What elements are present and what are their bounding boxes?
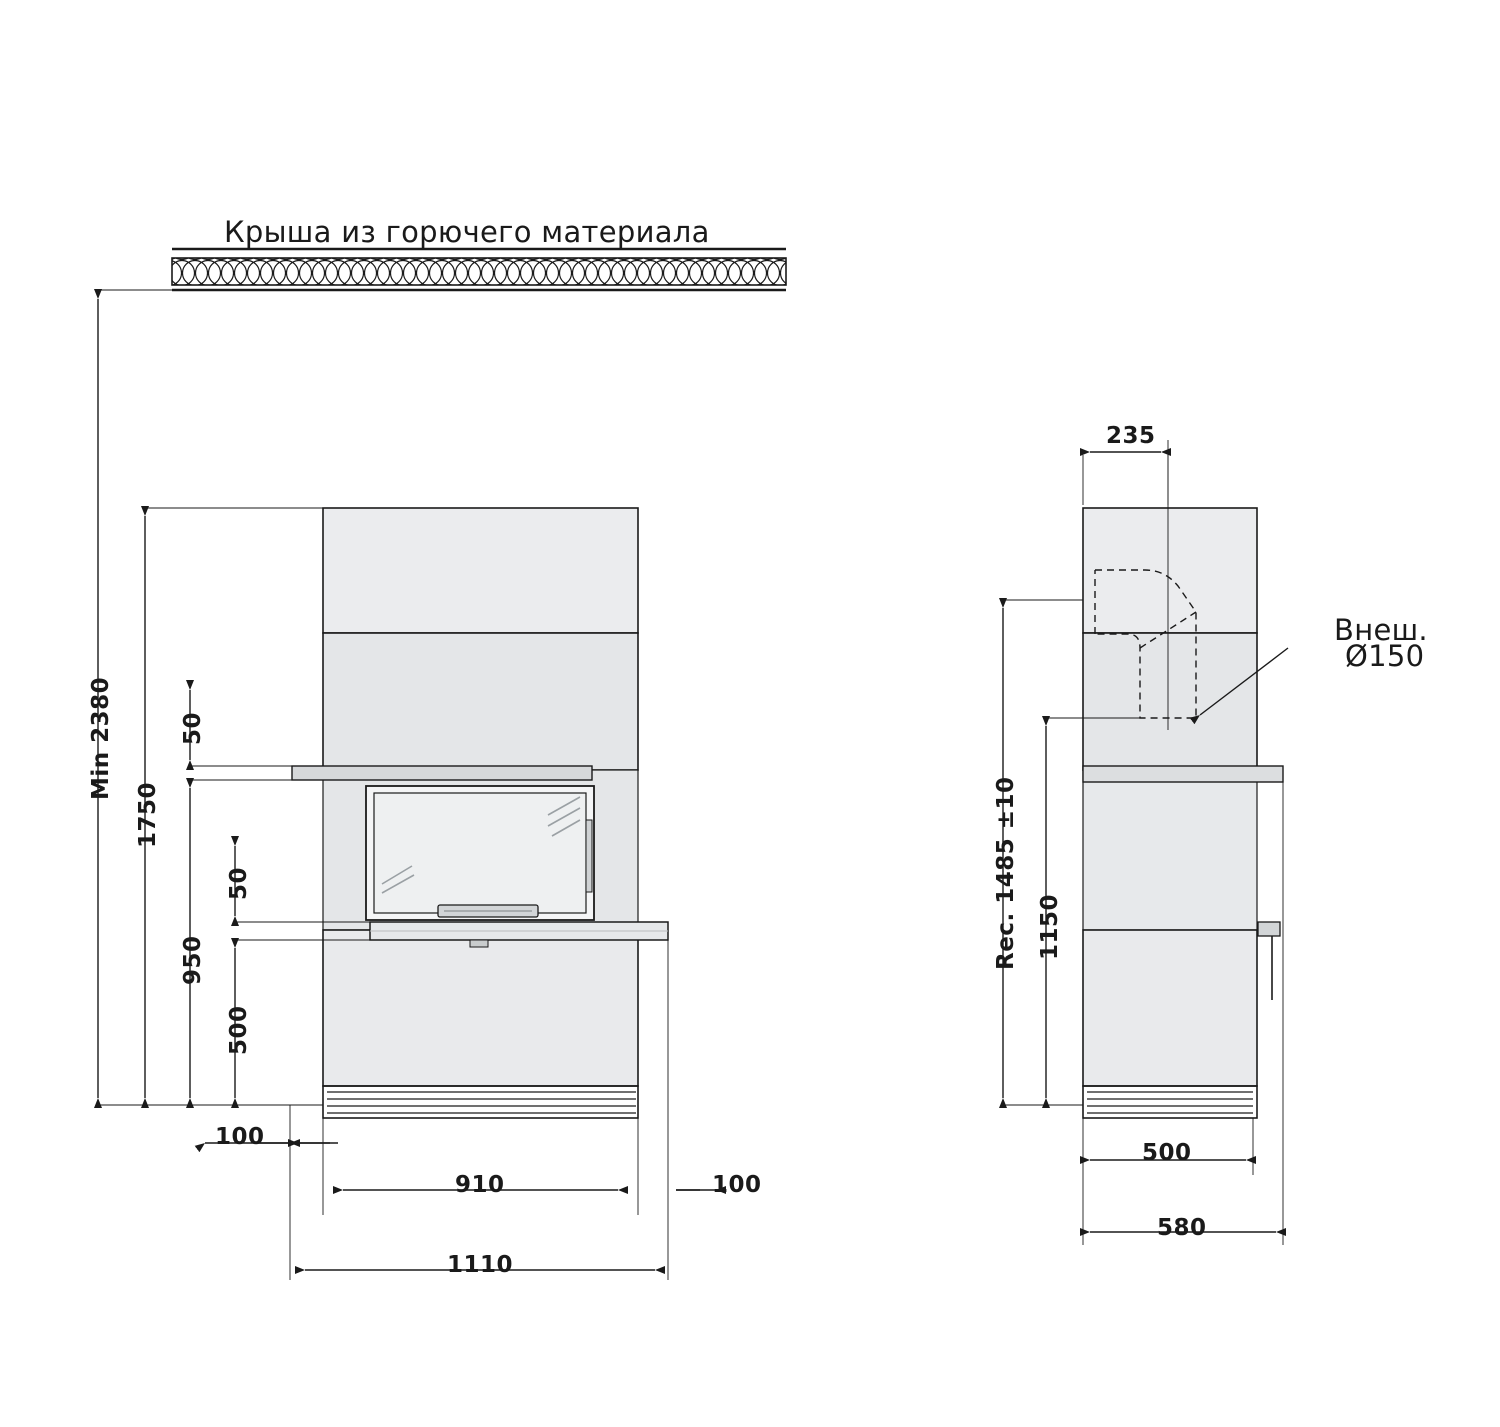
- dim-hearth-height: 950: [180, 935, 206, 985]
- dim-door-to-shelf: 50: [226, 866, 252, 900]
- dim-top-shelf-gap: 50: [180, 711, 206, 745]
- outlet-note-line1: Внеш.: [1334, 613, 1428, 647]
- dim-body-height: 1750: [135, 781, 161, 848]
- dim-flue-offset: 235: [1106, 423, 1156, 449]
- outlet-note-line2: Ø150: [1345, 639, 1425, 673]
- dim-flue-centre-height: 1150: [1037, 893, 1063, 960]
- dim-firebox-width: 910: [455, 1172, 505, 1198]
- roof-band: [172, 249, 786, 290]
- dim-total-depth: 580: [1157, 1215, 1207, 1241]
- dim-base-height: 500: [226, 1005, 252, 1055]
- roof-material-title: Крыша из горючего материала: [224, 215, 710, 249]
- dim-body-depth: 500: [1142, 1140, 1192, 1166]
- side-view-body: [1083, 455, 1288, 1118]
- dim-total-width: 1110: [447, 1252, 514, 1278]
- dim-right-clearance: 100: [712, 1172, 762, 1198]
- dim-left-clearance: 100: [215, 1124, 265, 1150]
- dim-min-total-height: Min 2380: [88, 676, 114, 800]
- dim-recommended-height: Rec. 1485 ±10: [993, 776, 1019, 970]
- front-view-body: [292, 508, 668, 1118]
